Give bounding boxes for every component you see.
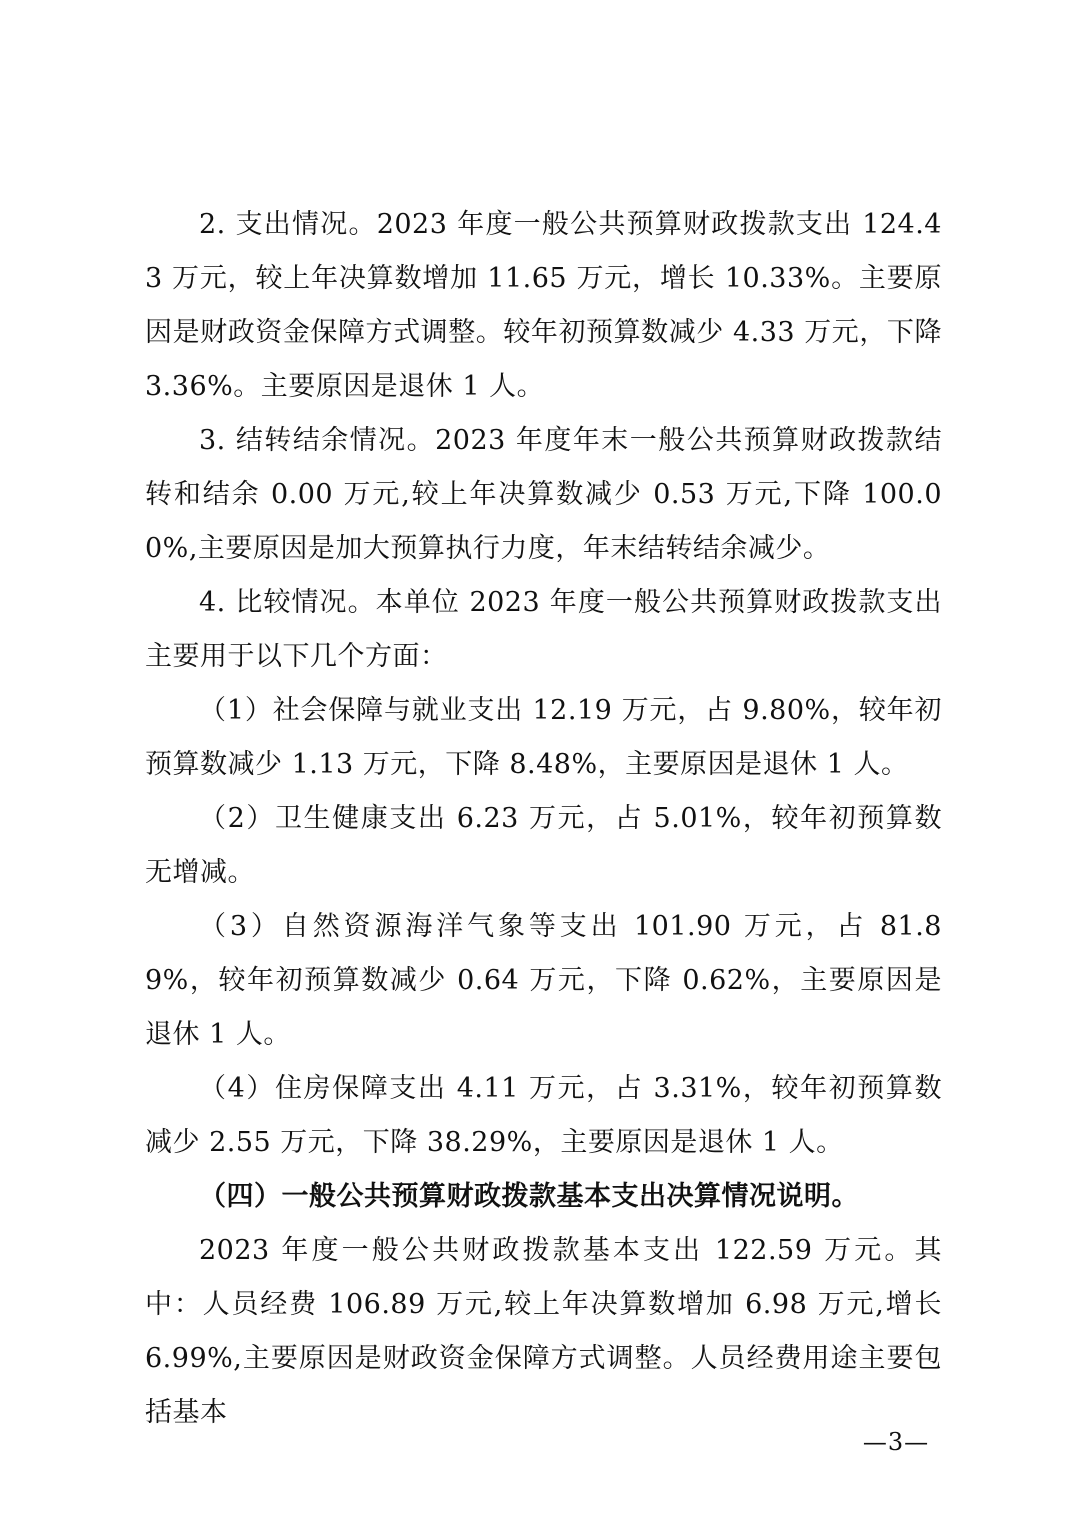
paragraph-item-social: （1）社会保障与就业支出 12.19 万元，占 9.80%，较年初预算数减少 1.13 万元，下降 8.48%，主要原因是退休 1 人。 bbox=[145, 695, 942, 780]
paragraph-basic-expenditure: 2023 年度一般公共财政拨款基本支出 122.59 万元。其中：人员经费 106.89 万元,较上年决算数增加 6.98 万元,增长 6.99%,主要原因是财政资金保障方式调整。人员经费用途主要包括基本 bbox=[145, 1235, 942, 1428]
paragraph-item-natural: （3）自然资源海洋气象等支出 101.90 万元，占 81.89%，较年初预算数减少 0.64 万元，下降 0.62%，主要原因是退休 1 人。 bbox=[145, 911, 942, 1050]
document-body bbox=[145, 198, 942, 1440]
paragraph-carryover: 3. 结转结余情况。2023 年度年末一般公共预算财政拨款结转和结余 0.00 万元,较上年决算数减少 0.53 万元,下降 100.00%,主要原因是加大预算执行力度，年末结转结余减少。 bbox=[145, 425, 942, 564]
paragraph-comparison: 4. 比较情况。本单位 2023 年度一般公共预算财政拨款支出主要用于以下几个方面： bbox=[145, 587, 942, 672]
paragraph-item-housing: （4）住房保障支出 4.11 万元，占 3.31%，较年初预算数减少 2.55 万元，下降 38.29%，主要原因是退休 1 人。 bbox=[145, 1073, 942, 1158]
section-four-heading: （四）一般公共预算财政拨款基本支出决算情况说明。 bbox=[199, 1181, 859, 1212]
page-number: —3— bbox=[862, 1428, 930, 1456]
paragraph-item-health: （2）卫生健康支出 6.23 万元，占 5.01%，较年初预算数无增减。 bbox=[145, 803, 942, 888]
paragraph-expenditure: 2. 支出情况。2023 年度一般公共预算财政拨款支出 124.43 万元，较上年决算数增加 11.65 万元，增长 10.33%。主要原因是财政资金保障方式调整。较年初预算数减少 4.33 万元，下降 3.36%。主要原因是退休 1 人。 bbox=[145, 209, 942, 402]
